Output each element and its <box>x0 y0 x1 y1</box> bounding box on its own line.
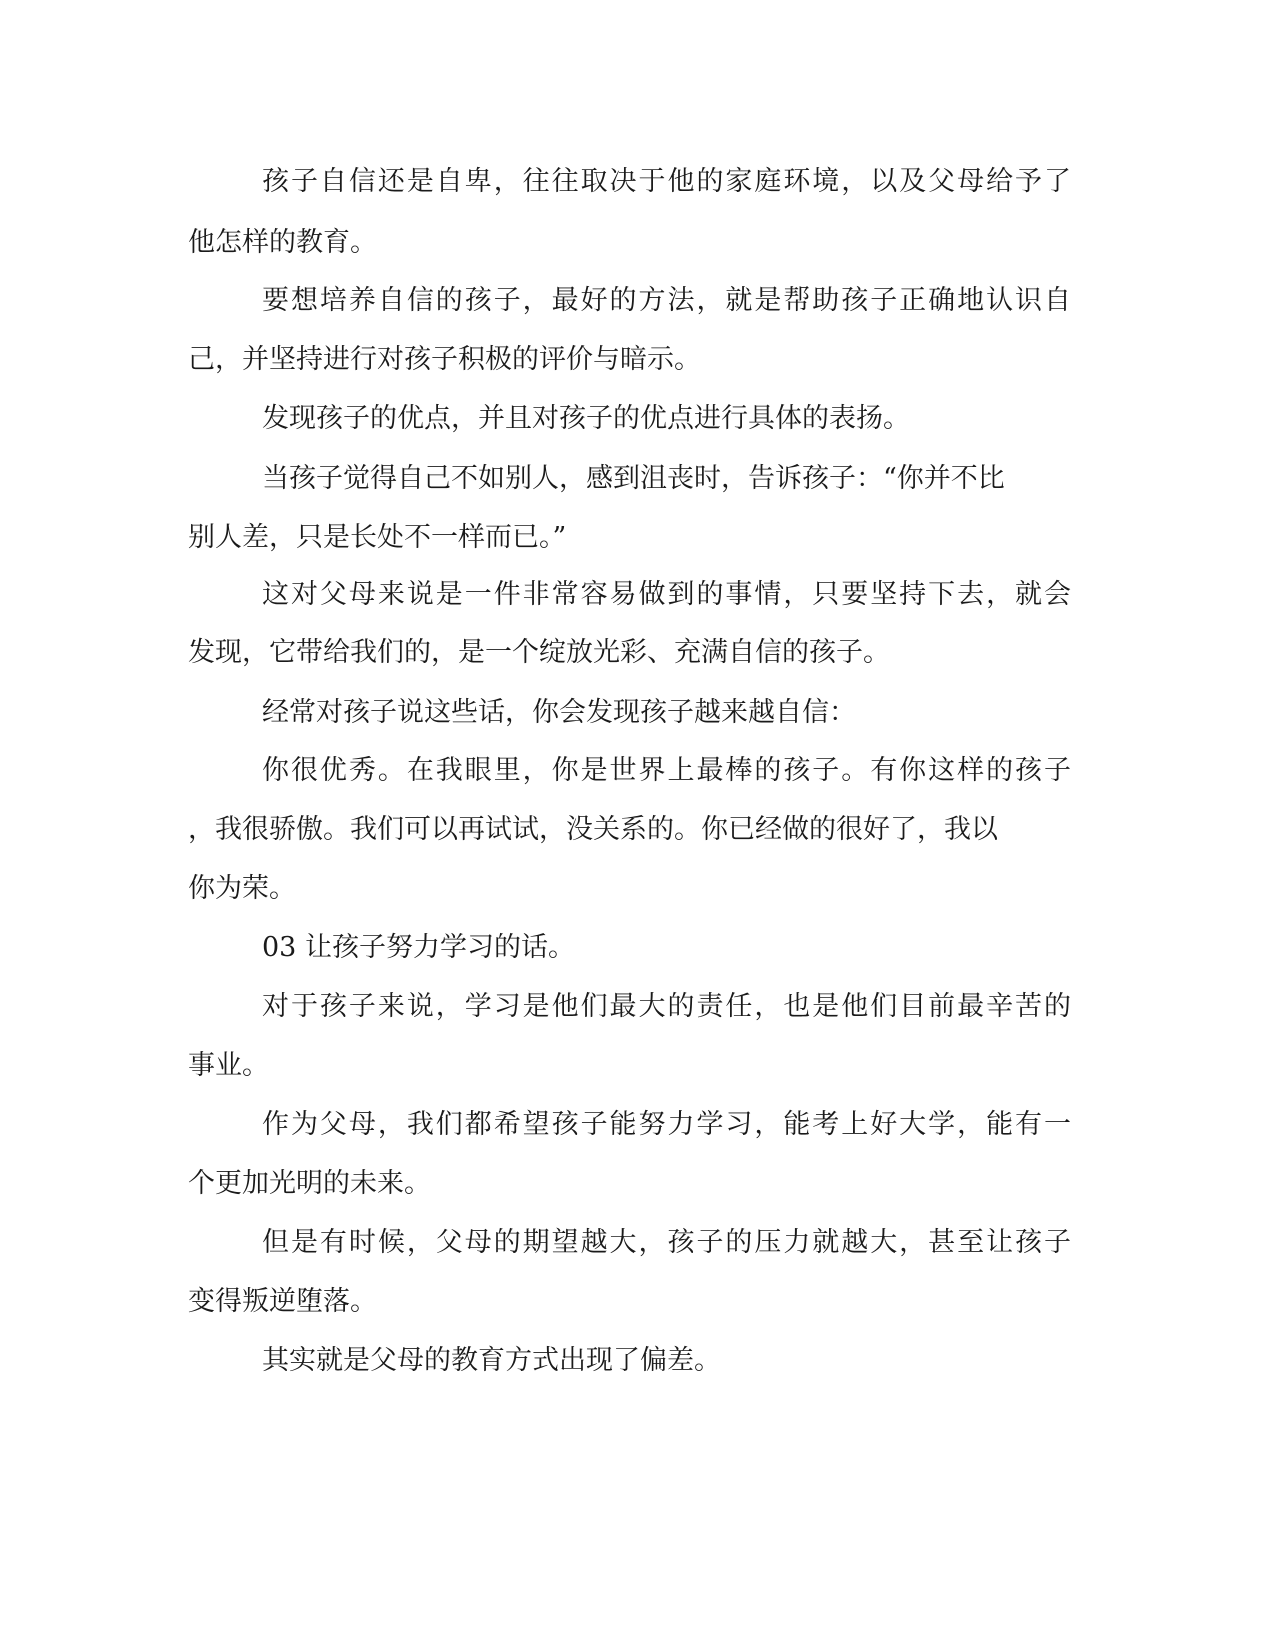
paragraph-line: 变得叛逆堕落。 <box>188 1286 377 1317</box>
paragraph-line: 其实就是父母的教育方式出现了偏差。 <box>262 1345 721 1376</box>
paragraph-line: 要想培养自信的孩子，最好的方法，就是帮助孩子正确地认识自 <box>262 285 1071 316</box>
paragraph-line: 别人差，只是长处不一样而已。” <box>188 522 567 553</box>
section-heading: 03 让孩子努力学习的话。 <box>262 932 575 963</box>
paragraph-line: 发现孩子的优点，并且对孩子的优点进行具体的表扬。 <box>262 403 910 434</box>
paragraph-line: 这对父母来说是一件非常容易做到的事情，只要坚持下去，就会 <box>262 579 1071 610</box>
paragraph-line: 事业。 <box>188 1050 269 1081</box>
paragraph-line: 你很优秀。在我眼里，你是世界上最棒的孩子。有你这样的孩子 <box>262 755 1071 786</box>
paragraph-line: ，我很骄傲。我们可以再试试，没关系的。你已经做的很好了，我以 <box>188 814 998 845</box>
paragraph-line: 己，并坚持进行对孩子积极的评价与暗示。 <box>188 344 701 375</box>
paragraph-line: 对于孩子来说，学习是他们最大的责任，也是他们目前最辛苦的 <box>262 991 1071 1022</box>
paragraph-line: 个更加光明的未来。 <box>188 1168 431 1199</box>
paragraph-line: 你为荣。 <box>188 873 296 904</box>
paragraph-line: 他怎样的教育。 <box>188 227 377 258</box>
paragraph-line: 但是有时候，父母的期望越大，孩子的压力就越大，甚至让孩子 <box>262 1227 1071 1258</box>
paragraph-line: 发现，它带给我们的，是一个绽放光彩、充满自信的孩子。 <box>188 637 890 668</box>
paragraph-line: 孩子自信还是自卑，往往取决于他的家庭环境，以及父母给予了 <box>262 166 1071 197</box>
paragraph-line: 经常对孩子说这些话，你会发现孩子越来越自信： <box>262 697 856 728</box>
paragraph-line: 作为父母，我们都希望孩子能努力学习，能考上好大学，能有一 <box>262 1109 1071 1140</box>
paragraph-line: 当孩子觉得自己不如别人，感到沮丧时，告诉孩子：“你并不比 <box>262 463 1005 494</box>
